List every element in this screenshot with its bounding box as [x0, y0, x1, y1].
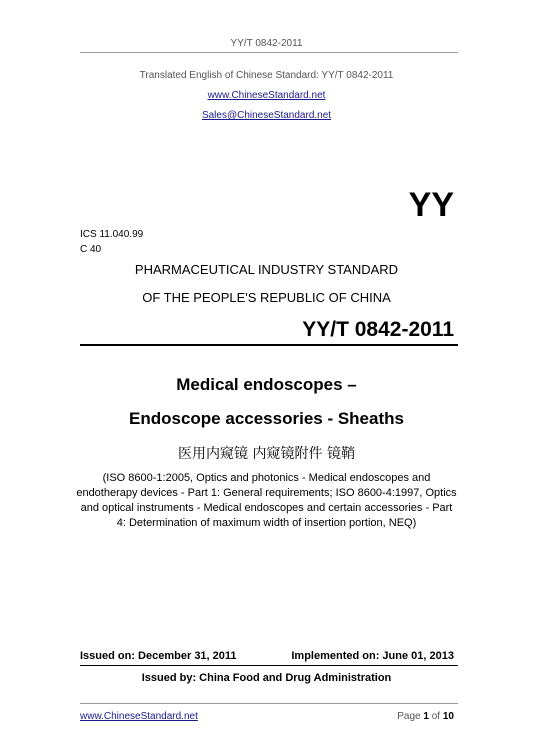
issuer-title-line2: OF THE PEOPLE'S REPUBLIC OF CHINA [142, 290, 391, 305]
issued-date: Issued on: December 31, 2011 [80, 650, 237, 662]
title-line1: Medical endoscopes – [176, 375, 357, 394]
website-link[interactable]: www.ChineseStandard.net [207, 90, 326, 101]
title-line2: Endoscope accessories - Sheaths [129, 409, 404, 428]
footer-website-link[interactable]: www.ChineseStandard.net [80, 711, 198, 722]
page-indicator [300, 711, 454, 722]
email-link[interactable]: Sales@ChineseStandard.net [201, 110, 332, 121]
equivalence-line4: 4: Determination of maximum width of insertion portion, NEQ) [116, 517, 417, 529]
footer-rule [80, 703, 458, 704]
page-current: 1 [423, 711, 429, 722]
implemented-date: Implemented on: June 01, 2013 [291, 650, 454, 662]
issuer-title-line1: PHARMACEUTICAL INDUSTRY STANDARD [134, 262, 399, 277]
standard-number: YY/T 0842-2011 [302, 318, 454, 341]
page-total: 10 [442, 711, 454, 722]
standard-mark: YY [408, 186, 454, 224]
title-rule [80, 344, 458, 346]
equivalence-line1: (ISO 8600-1:2005, Optics and photonics - Medical endoscopes and [102, 472, 431, 484]
ccs-code: C 40 [80, 244, 102, 255]
header-doc-id: YY/T 0842-2011 [230, 38, 303, 49]
dates-rule [80, 665, 458, 666]
equivalence-line3: and optical instruments - Medical endoscopes and certain accessories - Part [80, 502, 453, 514]
page-prefix: Page [397, 711, 424, 722]
equivalence-line2: endotherapy devices - Part 1: General requirements; ISO 8600-4:1997, Optics [76, 487, 457, 499]
header-rule [80, 52, 458, 53]
translation-note: Translated English of Chinese Standard: YY/T 0842-2011 [139, 70, 394, 81]
title-chinese: 医用内窥镜 内窥镜附件 镜鞘 [178, 446, 355, 462]
ics-code: ICS 11.040.99 [80, 229, 144, 240]
issued-by: Issued by: China Food and Drug Administration [141, 672, 392, 684]
page-mid: of [428, 711, 443, 722]
